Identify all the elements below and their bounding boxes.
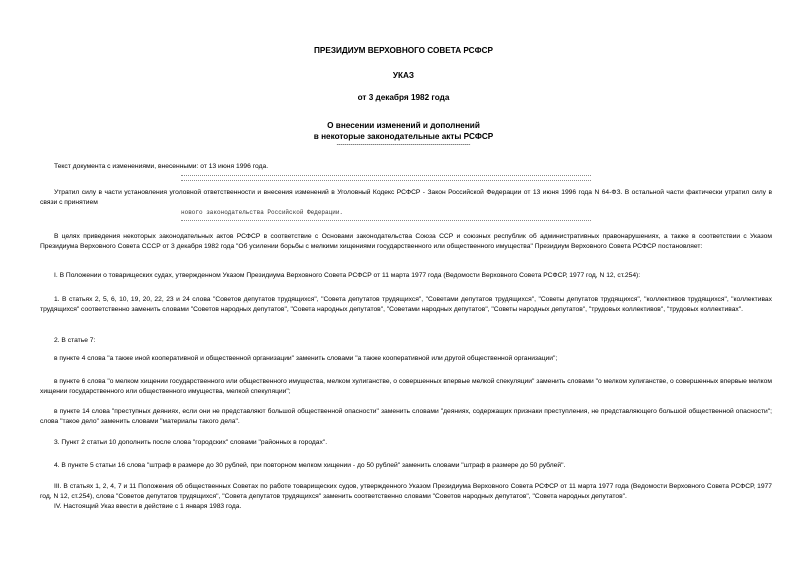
preamble: В целях приведения некоторых законодательных актов РСФСР в соответствие с Основами законодательства Союза ССР и союзных республик об административных правонарушениях, а также в соответствии с Указом Президиума Верховного Совета СССР от 3 декабря 1982 года "Об усилении борьбы с мелкими хищениями государственного или общественного имущества" Президиум Верховного Совета РСФСР постановляет: bbox=[40, 233, 772, 250]
title-rule: ------------------------------------------------------------------- bbox=[336, 142, 471, 148]
issuer-heading: ПРЕЗИДИУМ ВЕРХОВНОГО СОВЕТА РСФСР bbox=[314, 46, 493, 55]
lost-force-note: Утратил силу в части установления уголовной ответственности и внесения изменений в Уголовный Кодекс РСФСР - Закон Российской Федерации от 13 июня 1996 года N 64-ФЗ. В остальной части фактически утратил силу в связи с принятием bbox=[40, 189, 772, 206]
document-date: от 3 декабря 1982 года bbox=[357, 93, 450, 102]
divider bbox=[181, 220, 591, 221]
section-1-item-4: 4. В пункте 5 статьи 16 слова "штраф в размере до 30 рублей, при повторном мелком хищении - до 50 рублей" заменить словами "штраф в размере до 50 рублей". bbox=[54, 462, 566, 469]
item-2-point-6: в пункте 6 слова "о мелком хищении государственного или общественного имущества, мелком хулиганстве, о совершенных впервые мелкой спекуляции" заменить словами "о мелком хулиганстве, о совершенных впервые мелком хищении государственного или общественного имущества, мелкой спекуляции"; bbox=[40, 378, 772, 395]
section-4: IV. Настоящий Указ ввести в действие с 1 января 1983 года. bbox=[54, 503, 242, 510]
new-law-note: нового законодательства Российской Федерации. bbox=[181, 209, 344, 216]
document-title-line2: в некоторые законодательные акты РСФСР bbox=[313, 132, 494, 141]
document-title-line1: О внесении изменений и дополнений bbox=[327, 121, 480, 130]
divider bbox=[181, 180, 591, 181]
item-2-point-14: в пункте 14 слова "преступных деяниях, если они не представляют большой общественной опасности" заменить словами "деяниях, содержащих признаки преступления, не представляющего большой общественной опасности"; слова "такое дело" заменить словами "материалы такого дела". bbox=[40, 408, 772, 425]
section-1-item-3: 3. Пункт 2 статьи 10 дополнить после слова "городских" словами "районных в городах". bbox=[54, 439, 328, 446]
changes-note: Текст документа с изменениями, внесенными: от 13 июня 1996 года. bbox=[54, 163, 269, 170]
document-type: УКАЗ bbox=[392, 71, 415, 80]
item-2-point-4: в пункте 4 слова "а также иной кооперативной и общественной организации" заменить словами "а также кооперативной или другой общественной организации"; bbox=[54, 355, 558, 362]
section-1-heading: I. В Положении о товарищеских судах, утвержденном Указом Президиума Верховного Совета РСФСР от 11 марта 1977 года (Ведомости Верховного Совета РСФСР, 1977 год, N 12, ст.254): bbox=[54, 272, 641, 279]
section-1-item-1: 1. В статьях 2, 5, 6, 10, 19, 20, 22, 23 и 24 слова "Советов депутатов трудящихся", "Совета депутатов трудящихся", "Советами депутатов трудящихся", "Советы депутатов трудящихся", "коллективов трудящихся", "коллективах трудящихся" соответственно заменить словами "Советов народных депутатов", "Совета народных депутатов", "Советами народных депутатов", "Советы народных депутатов", "трудовых коллективов", "трудовых коллективах". bbox=[40, 296, 772, 313]
divider bbox=[181, 175, 591, 176]
section-3: III. В статьях 1, 2, 4, 7 и 11 Положения об общественных Советах по работе товарищеских судов, утвержденного Указом Президиума Верховного Совета РСФСР от 11 марта 1977 года (Ведомости Верховного Совета РСФСР, 1977 год, N 12, ст.254), слова "Советов депутатов трудящихся", "Совета депутатов трудящихся" заменить соответственно словами "Советов народных депутатов", "Совета народных депутатов". bbox=[40, 483, 772, 500]
section-1-item-2: 2. В статье 7: bbox=[54, 337, 96, 344]
